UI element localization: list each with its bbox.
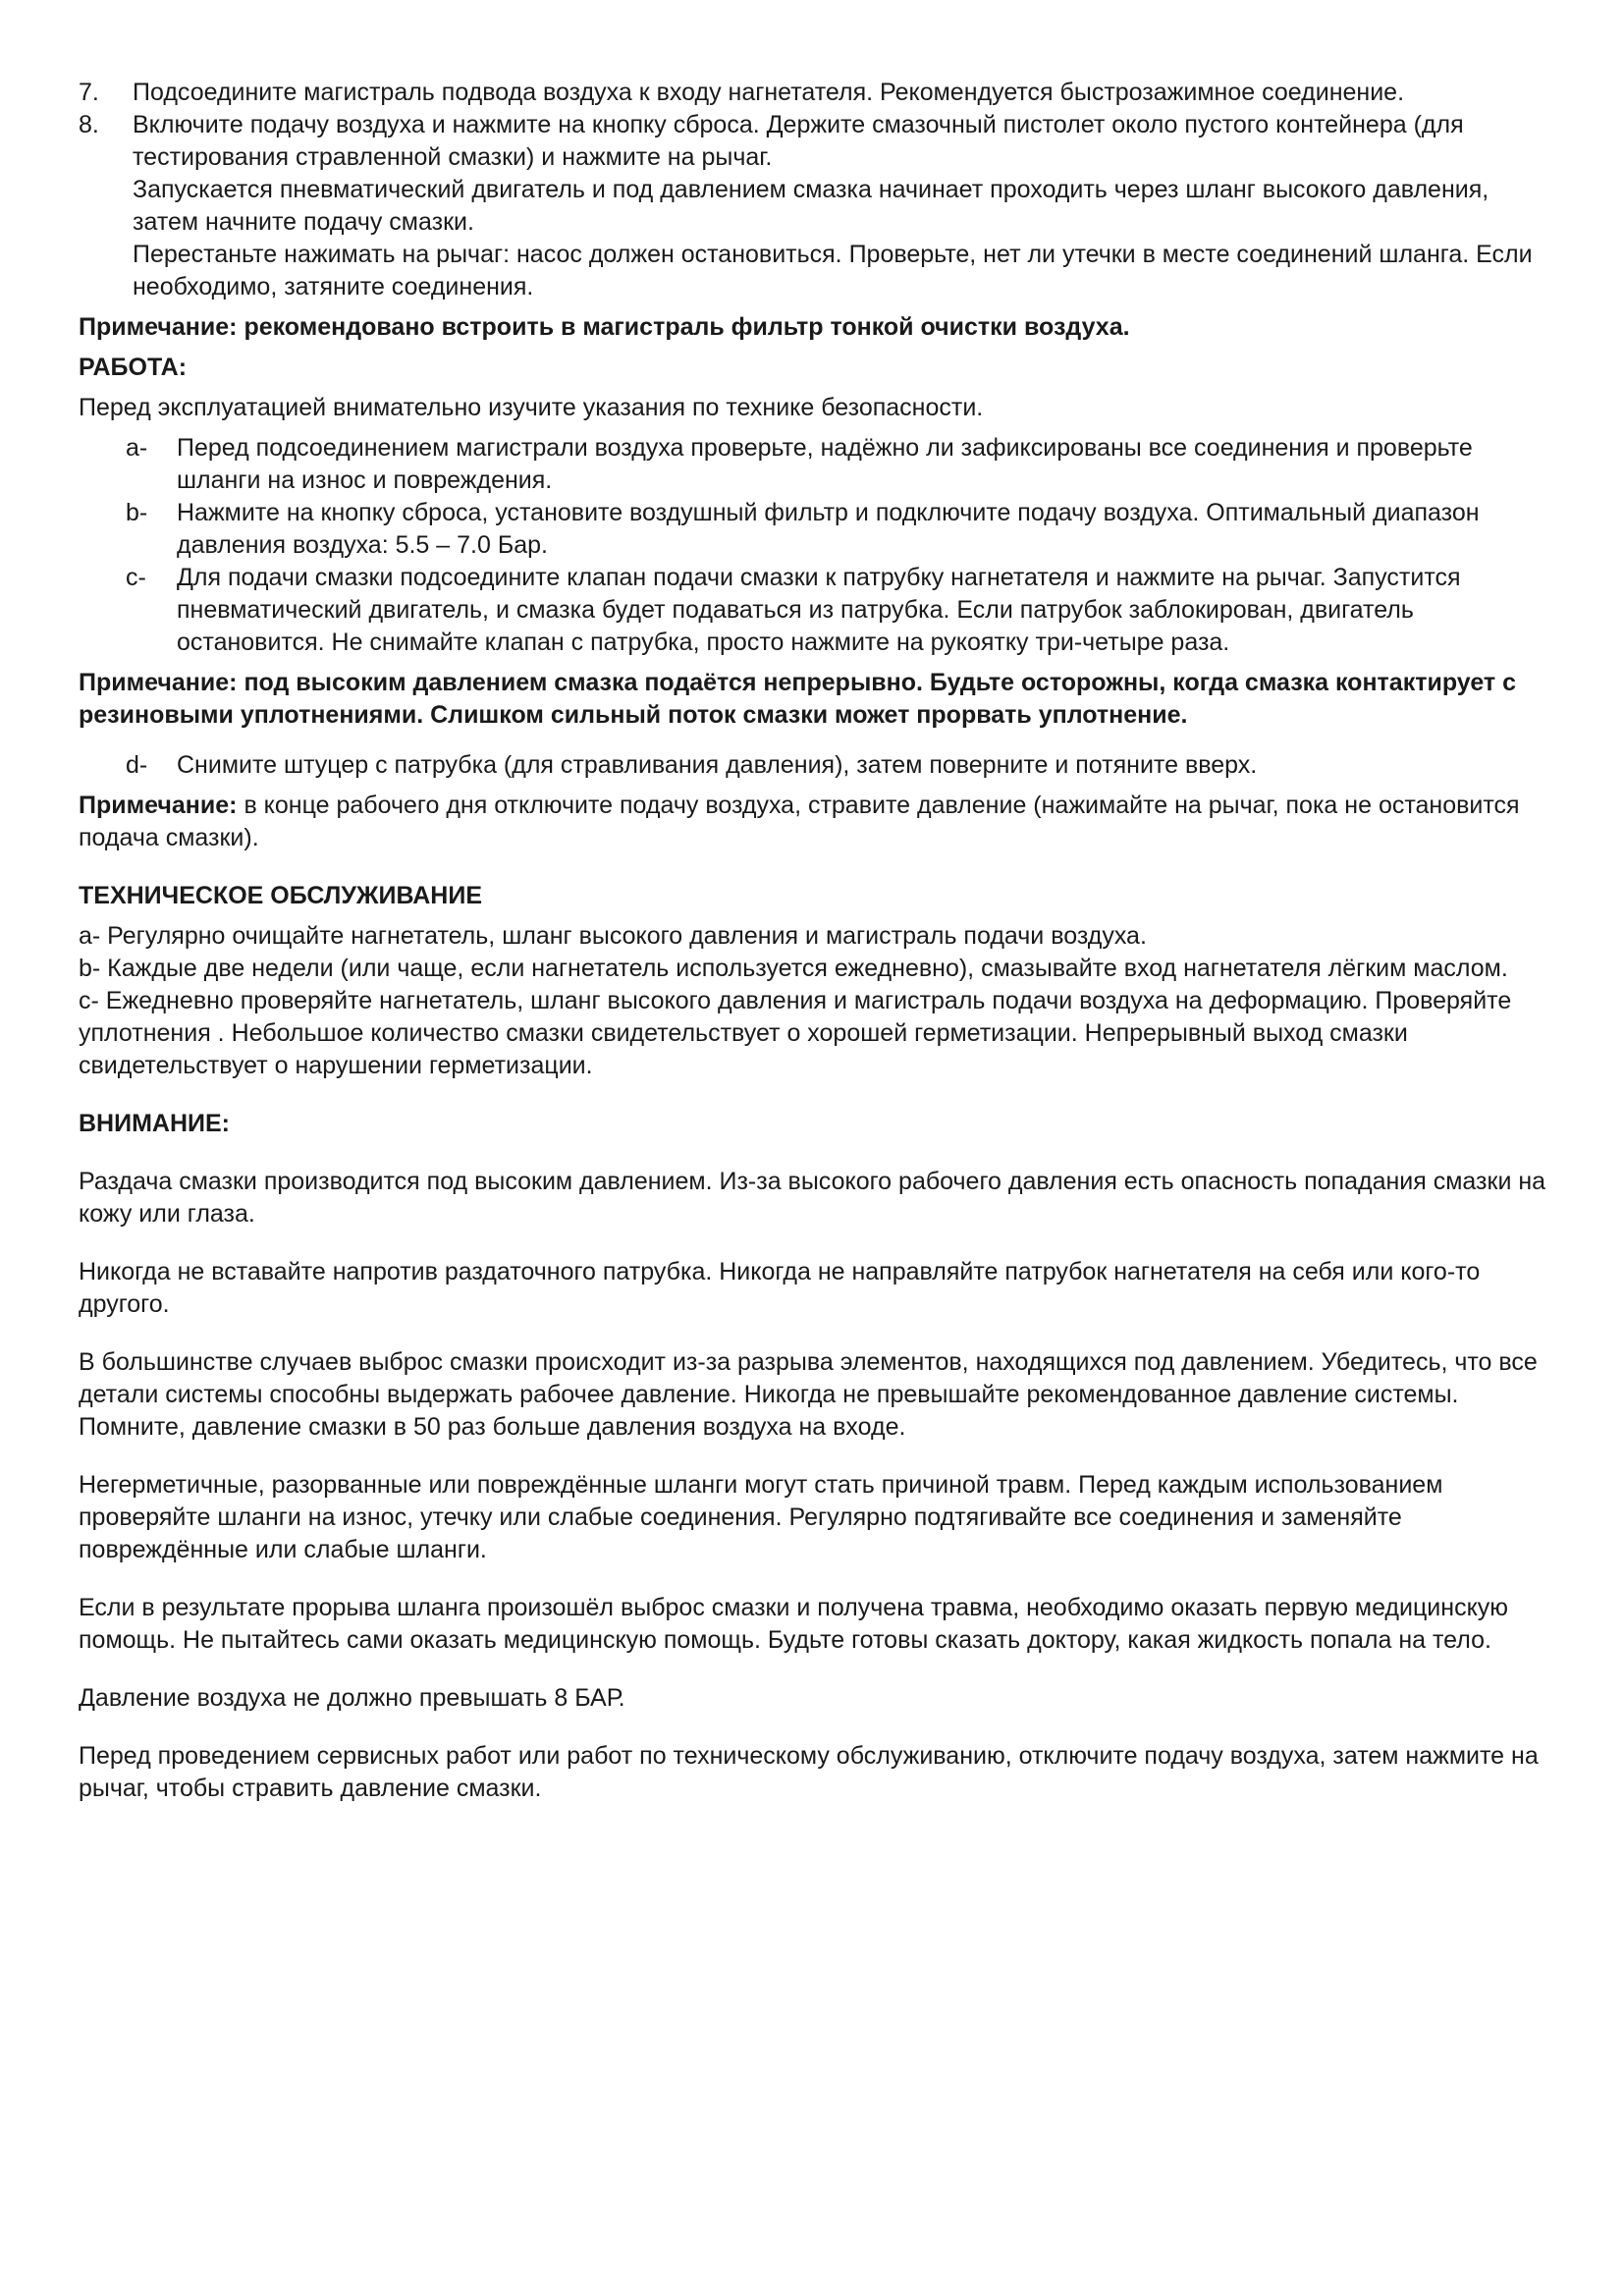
- step-text-continued: Перестаньте нажимать на рычаг: насос должен остановиться. Проверьте, нет ли утечки в месте соединений шланга. Если необходимо, затяните соединения.: [133, 241, 1533, 301]
- warning-paragraph: Давление воздуха не должно превышать 8 БАР.: [79, 1684, 625, 1712]
- step-text: Включите подачу воздуха и нажмите на кнопку сброса. Держите смазочный пистолет около пустого контейнера (для тестирования стравленной смазки) и нажмите на рычаг.: [133, 111, 1464, 171]
- item-text: Снимите штуцер с патрубка (для стравливания давления), затем поверните и потяните вверх.: [177, 751, 1258, 779]
- step-number: 8.: [79, 111, 99, 138]
- note-end-of-day: [79, 790, 1553, 854]
- note-text: в конце рабочего дня отключите подачу воздуха, стравите давление (нажимайте на рычаг, пока не остановится подача смазки).: [79, 792, 1520, 851]
- note-filter: Примечание: рекомендовано встроить в магистраль фильтр тонкой очистки воздуха.: [79, 313, 1130, 341]
- warning-paragraph: Раздача смазки производится под высоким давлением. Из-за высокого рабочего давления есть опасность попадания смазки на кожу или глаза.: [79, 1168, 1546, 1228]
- step-number: 7.: [79, 79, 99, 106]
- item-letter: d-: [126, 751, 148, 779]
- item-letter: a-: [126, 434, 148, 462]
- section-heading-warning: ВНИМАНИЕ:: [79, 1110, 230, 1137]
- work-intro: Перед эксплуатацией внимательно изучите указания по технике безопасности.: [79, 394, 984, 421]
- work-item-a: [126, 432, 1553, 497]
- item-text: Для подачи смазки подсоедините клапан подачи смазки к патрубку нагнетателя и нажмите на рычаг. Запустится пневматический двигатель, и смазка будет подаваться из патрубка. Если патрубок заблокирован, двигатель остановится. Не снимайте клапан с патрубка, просто нажмите на рукоятку три-четыре раза.: [177, 564, 1461, 656]
- item-letter: c-: [126, 564, 146, 591]
- item-text: Нажмите на кнопку сброса, установите воздушный фильтр и подключите подачу воздуха. Оптимальный диапазон давления воздуха: 5.5 – 7.0 Бар.: [177, 499, 1480, 559]
- item-text: Перед подсоединением магистрали воздуха проверьте, надёжно ли зафиксированы все соединения и проверьте шланги на износ и повреждения.: [177, 434, 1473, 494]
- maintenance-item-a: a- Регулярно очищайте нагнетатель, шланг высокого давления и магистраль подачи воздуха.: [79, 922, 1147, 950]
- warning-paragraph: В большинстве случаев выброс смазки происходит из-за разрыва элементов, находящихся под давлением. Убедитесь, что все детали системы способны выдержать рабочее давление. Никогда не превышайте рекомендованное давление системы. Помните, давление смазки в 50 раз больше давления воздуха на входе.: [79, 1348, 1538, 1441]
- warning-paragraph: Никогда не вставайте напротив раздаточного патрубка. Никогда не направляйте патрубок нагнетателя на себя или кого-то другого.: [79, 1258, 1481, 1318]
- item-letter: b-: [126, 499, 148, 526]
- work-item-c: [126, 562, 1553, 659]
- section-heading-maintenance: ТЕХНИЧЕСКОЕ ОБСЛУЖИВАНИЕ: [79, 882, 482, 909]
- note-label: Примечание:: [79, 792, 238, 819]
- step-8: [79, 109, 1553, 303]
- step-7: [79, 77, 1553, 109]
- maintenance-item-c: c- Ежедневно проверяйте нагнетатель, шланг высокого давления и магистраль подачи воздуха на деформацию. Проверяйте уплотнения . Небольшое количество смазки свидетельствует о хорошей герметизации. Непрерывный выход смазки свидетельствует о нарушении герметизации.: [79, 987, 1512, 1079]
- work-item-d: [126, 749, 1553, 782]
- note-pressure: Примечание: под высоким давлением смазка подаётся непрерывно. Будьте осторожны, когда смазка контактирует с резиновыми уплотнениями. Слишком сильный поток смазки может прорвать уплотнение.: [79, 669, 1517, 729]
- step-body: [133, 109, 1553, 303]
- warning-paragraph: Если в результате прорыва шланга произошёл выброс смазки и получена травма, необходимо оказать первую медицинскую помощь. Не пытайтесь сами оказать медицинскую помощь. Будьте готовы сказать доктору, какая жидкость попала на тело.: [79, 1594, 1509, 1654]
- maintenance-item-b: b- Каждые две недели (или чаще, если нагнетатель используется ежедневно), смазывайте вход нагнетателя лёгким маслом.: [79, 955, 1508, 982]
- warning-paragraph: Негерметичные, разорванные или повреждённые шланги могут стать причиной травм. Перед каждым использованием проверяйте шланги на износ, утечку или слабые соединения. Регулярно подтягивайте все соединения и заменяйте повреждённые или слабые шланги.: [79, 1471, 1443, 1563]
- warning-paragraph: Перед проведением сервисных работ или работ по техническому обслуживанию, отключите подачу воздуха, затем нажмите на рычаг, чтобы стравить давление смазки.: [79, 1742, 1539, 1802]
- section-heading-work: РАБОТА:: [79, 354, 188, 381]
- step-text-continued: Запускается пневматический двигатель и под давлением смазка начинает проходить через шланг высокого давления, затем начните подачу смазки.: [133, 176, 1489, 236]
- step-text: Подсоедините магистраль подвода воздуха к входу нагнетателя. Рекомендуется быстрозажимное соединение.: [133, 79, 1405, 106]
- work-item-b: [126, 497, 1553, 562]
